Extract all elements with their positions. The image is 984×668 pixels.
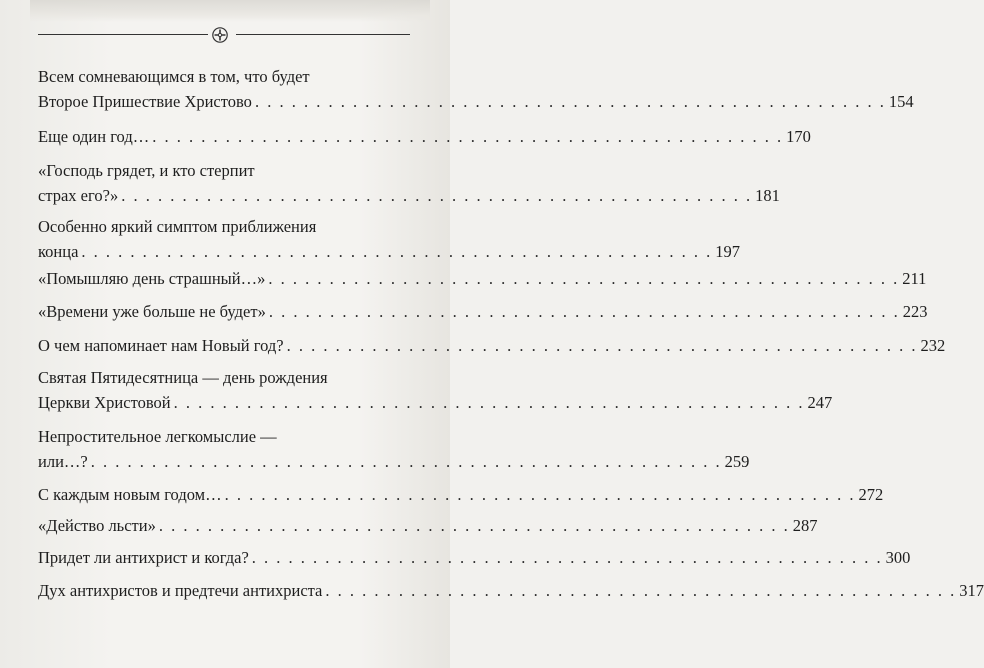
toc-page-number: 287 <box>792 516 818 535</box>
toc-entry[interactable] <box>38 266 927 291</box>
toc-entry[interactable] <box>38 424 750 474</box>
toc-entry[interactable] <box>38 513 818 538</box>
toc-page-number: 197 <box>715 242 741 261</box>
toc-entry-last-line <box>38 266 927 291</box>
dot-leader: . . . . . . . . . . . . . . . . . . . . . . . . . . . . . . . . . . . . . . . . . . . . . . . . . . . . <box>90 452 722 471</box>
toc-entry[interactable] <box>38 214 741 264</box>
toc-entry-last-line <box>38 578 984 603</box>
dot-leader: . . . . . . . . . . . . . . . . . . . . . . . . . . . . . . . . . . . . . . . . . . . . . . . . . . . . <box>224 485 856 504</box>
dot-leader: . . . . . . . . . . . . . . . . . . . . . . . . . . . . . . . . . . . . . . . . . . . . . . . . . . . . <box>158 516 790 535</box>
toc-entry-title-line: Непростительное легкомыслие — <box>38 427 277 446</box>
toc-page-number: 181 <box>755 186 780 205</box>
toc-entry-title: «Действо льсти» <box>38 516 156 535</box>
toc-entry-last-line <box>38 513 818 538</box>
toc-entry-title: Придет ли антихрист и когда? <box>38 548 249 567</box>
toc-entry[interactable] <box>38 124 811 149</box>
toc-entry-last-line <box>38 545 911 570</box>
toc-entry[interactable] <box>38 64 914 114</box>
dot-leader: . . . . . . . . . . . . . . . . . . . . . . . . . . . . . . . . . . . . . . . . . . . . . . . . . . . . <box>325 581 957 600</box>
toc-entry-title-line: Всем сомневающимся в том, что будет <box>38 67 310 86</box>
toc-entry-title: Еще один год… <box>38 127 150 146</box>
toc-entry-last-line <box>38 183 780 208</box>
dot-leader: . . . . . . . . . . . . . . . . . . . . . . . . . . . . . . . . . . . . . . . . . . . . . . . . . . . . <box>254 92 886 111</box>
toc-entry-title: или…? <box>38 452 88 471</box>
toc-entry-last-line <box>38 482 884 507</box>
toc-entry[interactable] <box>38 333 946 358</box>
toc-page-number: 154 <box>888 92 914 111</box>
toc-entry-title-line: Особенно яркий симптом приближения <box>38 217 317 236</box>
toc-entry-last-line <box>38 449 750 474</box>
toc-page-number: 272 <box>858 485 884 504</box>
toc-entry[interactable] <box>38 545 911 570</box>
toc-entry-title-line: Святая Пятидесятница — день рождения <box>38 368 328 387</box>
toc-entry-title: С каждым новым годом… <box>38 485 222 504</box>
dot-leader: . . . . . . . . . . . . . . . . . . . . . . . . . . . . . . . . . . . . . . . . . . . . . . . . . . . . <box>286 336 918 355</box>
header-rule-right <box>236 34 410 35</box>
dot-leader: . . . . . . . . . . . . . . . . . . . . . . . . . . . . . . . . . . . . . . . . . . . . . . . . . . . . <box>251 548 883 567</box>
previous-page-edge <box>30 0 430 22</box>
toc-entry-last-line <box>38 333 946 358</box>
toc-entry-title: Церкви Христовой <box>38 393 171 412</box>
header-rule-left <box>38 34 208 35</box>
toc-entry-title: Второе Пришествие Христово <box>38 92 252 111</box>
dot-leader: . . . . . . . . . . . . . . . . . . . . . . . . . . . . . . . . . . . . . . . . . . . . . . . . . . . . <box>173 393 805 412</box>
toc-entry-title: «Помышляю день страшный…» <box>38 269 266 288</box>
toc-page-number: 259 <box>724 452 750 471</box>
toc-entry-last-line <box>38 89 914 114</box>
dot-leader: . . . . . . . . . . . . . . . . . . . . . . . . . . . . . . . . . . . . . . . . . . . . . . . . . . . . <box>121 186 753 205</box>
toc-page-number: 247 <box>807 393 833 412</box>
toc-entry-last-line <box>38 239 741 264</box>
toc-entry[interactable] <box>38 482 884 507</box>
dot-leader: . . . . . . . . . . . . . . . . . . . . . . . . . . . . . . . . . . . . . . . . . . . . . . . . . . . . <box>268 269 900 288</box>
toc-page-number: 317 <box>959 581 984 600</box>
cross-ornament-icon <box>211 26 229 44</box>
toc-page-number: 170 <box>786 127 811 146</box>
toc-entry[interactable] <box>38 365 833 415</box>
toc-entry-title: «Времени уже больше не будет» <box>38 302 266 321</box>
toc-page-number: 223 <box>902 302 928 321</box>
toc-page-number: 211 <box>902 269 927 288</box>
dot-leader: . . . . . . . . . . . . . . . . . . . . . . . . . . . . . . . . . . . . . . . . . . . . . . . . . . . . <box>152 127 784 146</box>
toc-page-number: 300 <box>885 548 911 567</box>
toc-entry-title: конца <box>38 242 79 261</box>
dot-leader: . . . . . . . . . . . . . . . . . . . . . . . . . . . . . . . . . . . . . . . . . . . . . . . . . . . . <box>81 242 713 261</box>
toc-page-number: 232 <box>920 336 946 355</box>
toc-entry-title: Дух антихристов и предтечи антихриста <box>38 581 323 600</box>
toc-entry-last-line <box>38 124 811 149</box>
toc-entry-title: О чем напоминает нам Новый год? <box>38 336 284 355</box>
toc-entry-last-line <box>38 390 833 415</box>
toc-entry[interactable] <box>38 158 780 208</box>
toc-entry[interactable] <box>38 299 928 324</box>
toc-entry-title: страх его?» <box>38 186 119 205</box>
toc-entry-title-line: «Господь грядет, и кто стерпит <box>38 161 255 180</box>
dot-leader: . . . . . . . . . . . . . . . . . . . . . . . . . . . . . . . . . . . . . . . . . . . . . . . . . . . . <box>268 302 900 321</box>
toc-entry-last-line <box>38 299 928 324</box>
toc-entry[interactable] <box>38 578 984 603</box>
